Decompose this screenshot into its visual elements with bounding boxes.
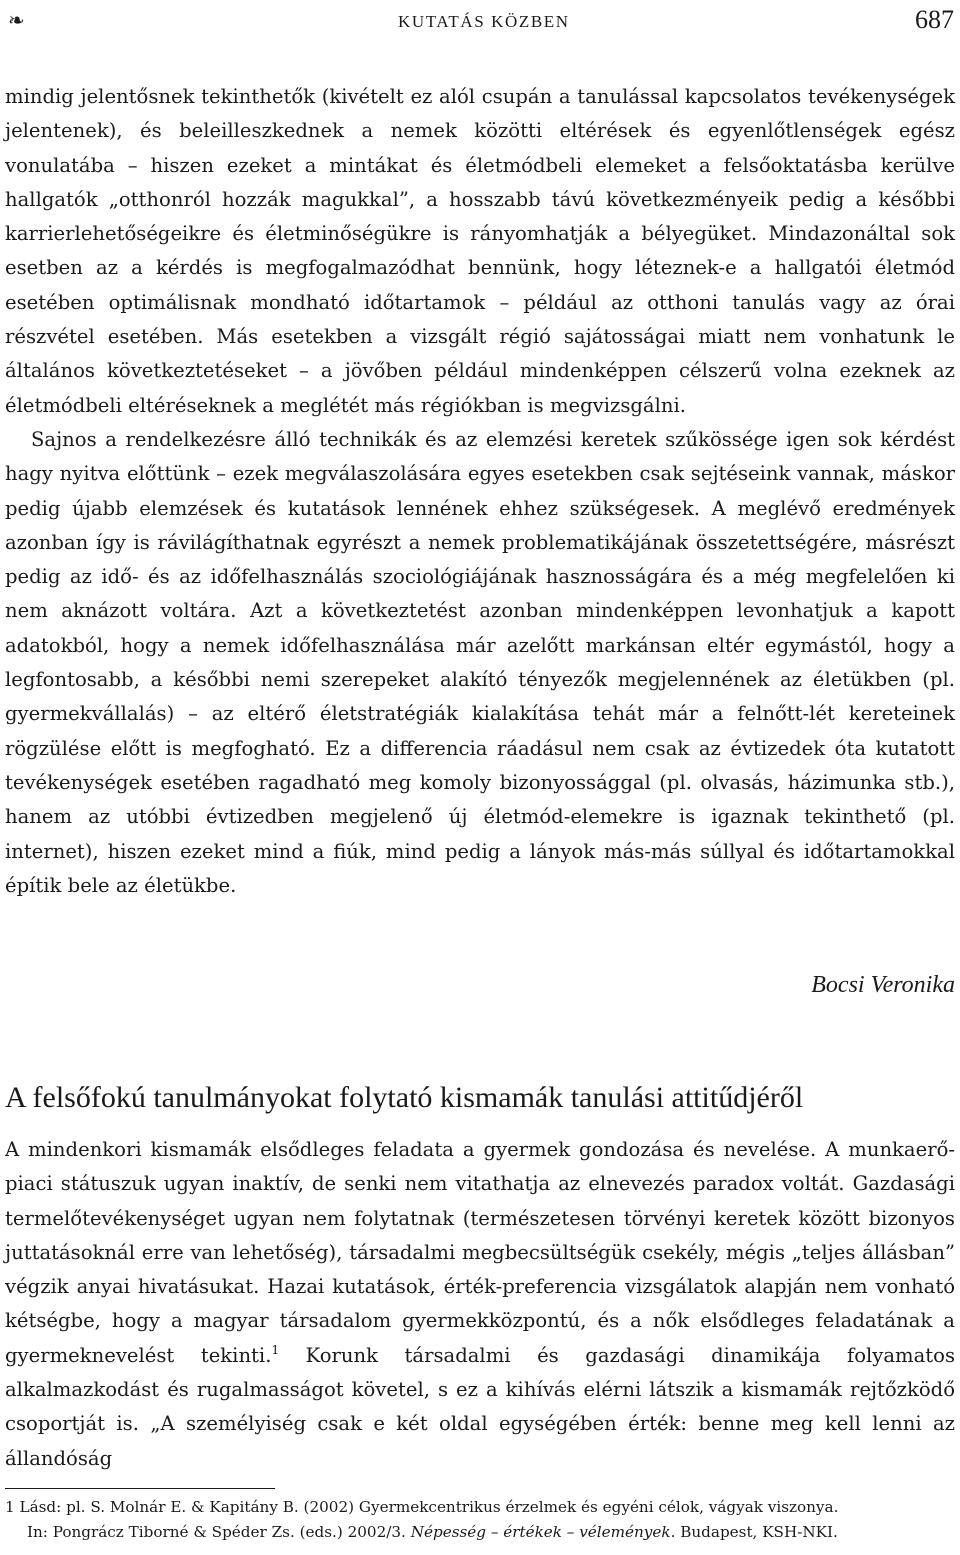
section-body — [5, 1133, 955, 1476]
page-number: 687 — [915, 5, 954, 34]
footnote-line-1: 1 Lásd: pl. S. Molnár E. & Kapitány B. (2002) Gyermekcentrikus érzelmek és egyéni célok, vágyak viszonya. — [5, 1498, 839, 1516]
paragraph-1-text-c: Más esetekben a vizsgált régió sajátosságai miatt nem vonhatunk le általános következtetéseket – a jövőben például mindenképpen célszerű volna ezeknek az életmódbeli eltéréseknek a meglétét más régiókban is megvizsgálni. — [5, 325, 955, 417]
page-header — [8, 4, 954, 34]
paragraph-1 — [5, 80, 955, 423]
section-text-a: A mindenkori kismamák elsődleges feladata a gyermek gondozása és nevelése. A munkaerő-piaci státuszuk ugyan inaktív, de senki nem vitathatja az elnevezés paradox voltát. Gazdasági termelőtevékenységet ugyan nem folytatnak (természetesen törvényi keretek között bizonyos juttatásoknál erre van lehetőség), társadalmi megbecsültségük csekély, mégis „teljes állásban” végzik anyai hivatásukat. Hazai kutatások, érték-preferencia vizsgálatok alapján nem vonható kétségbe, hogy a magyar társadalom gyermekközpontú, és a nők elsődleges feladatának a gyermeknevelést tekinti. — [5, 1138, 955, 1367]
footnote — [5, 1495, 955, 1545]
paragraph-1-text-a: mindig jelentősnek tekinthetők (kivételt ez alól csupán a tanulással kapcsolatos tevékenységek jelentenek), és beleilleszkednek a nemek közötti eltérések és egyenlőtlenségek egész vonulatába – hiszen ezeket a mintákat és életmódbeli elemeket a felsőoktatásba kerülve hallgatók „otthonról hozzák magukkal”, a hosszabb távú következményeik pedig a későbbi karrierlehetőségeikre és életminőségükre is rányomhatják a bélyegüket. — [5, 85, 955, 246]
paragraph-2 — [5, 423, 955, 903]
running-head: KUTATÁS KÖZBEN — [398, 12, 570, 31]
footnote-divider — [5, 1488, 275, 1489]
article-body — [5, 80, 955, 903]
section-title: A felsőfokú tanulmányokat folytató kismamák tanulási attitűdjéről — [5, 1081, 804, 1114]
footnote-citation-end: . Budapest, KSH-NKI. — [670, 1523, 838, 1541]
section-text-b: Korunk társadalmi és gazdasági dinamikája folyamatos alkalmazkodást és rugalmasságot követel, s ez a kihívás elérni látszik a kismamák rejtőzködő csoportját is. „A személyiség csak e két oldal egységében érték: benne meg kell lenni az állandóság — [5, 1343, 955, 1470]
paragraph-1-text-b: Mindazonáltal sok esetben az a kérdés is megfogalmazódhat bennünk, hogy léteznek-e a hallgatói életmód esetében optimálisnak mondható időtartamok – például az otthoni tanulás vagy az órai részvétel esetében. — [5, 222, 955, 349]
footnote-line-2 — [5, 1520, 955, 1545]
paragraph-2-text-b: A meglévő eredmények azonban így is rávilágíthatnak egyrészt a nemek problematikájának összetettségére, másrészt pedig az idő- és az időfelhasználás szociológiájának hasznosságára és a még megfelelően ki nem aknázott voltára. — [5, 496, 955, 623]
footnote-reference[interactable]: 1 — [271, 1342, 280, 1357]
paragraph-2-text-a: Sajnos a rendelkezésre álló technikák és az elemzési keretek szűkössége igen sok kérdést hagy nyitva előttünk – ezek megválaszolására egyes esetekben csak sejtéseink vannak, máskor pedig újabb elemzések és kutatások lennének ehhez szükségesek. — [5, 427, 955, 520]
footnote-citation-title: Népesség – értékek – vélemények — [410, 1523, 671, 1541]
section-paragraph — [5, 1133, 955, 1476]
author-signature: Bocsi Veronika — [811, 972, 955, 998]
footnote-citation-start: In: Pongrácz Tiborné & Spéder Zs. (eds.) 2002/3. — [27, 1523, 411, 1541]
paragraph-2-text-d: Ez a differencia ráadásul nem csak az évtizedek óta kutatott tevékenységek esetében ragadható meg komoly bizonyossággal (pl. olvasás, házimunka stb.), hanem az utóbbi évtizedben megjelenő új életmód-elemekre is igaznak tekinthető (pl. internet), hiszen ezeket mind a fiúk, mind pedig a lányok más-más súllyal és időtartamokkal építik bele az életükbe. — [5, 736, 955, 897]
fleuron-icon: ❧ — [8, 8, 25, 32]
paragraph-2-text-c: Azt a következtetést azonban mindenképpen levonhatjuk a kapott adatokból, hogy a nemek időfelhasználása már azelőtt markánsan eltér egymástól, hogy a legfontosabb, a későbbi nemi szerepeket alakító tényezők megjelennének az életükben (pl. gyermekvállalás) – az eltérő életstratégiák kialakítása tehát már a felnőtt-lét kereteinek rögzülése előtt is megfogható. — [5, 599, 955, 760]
